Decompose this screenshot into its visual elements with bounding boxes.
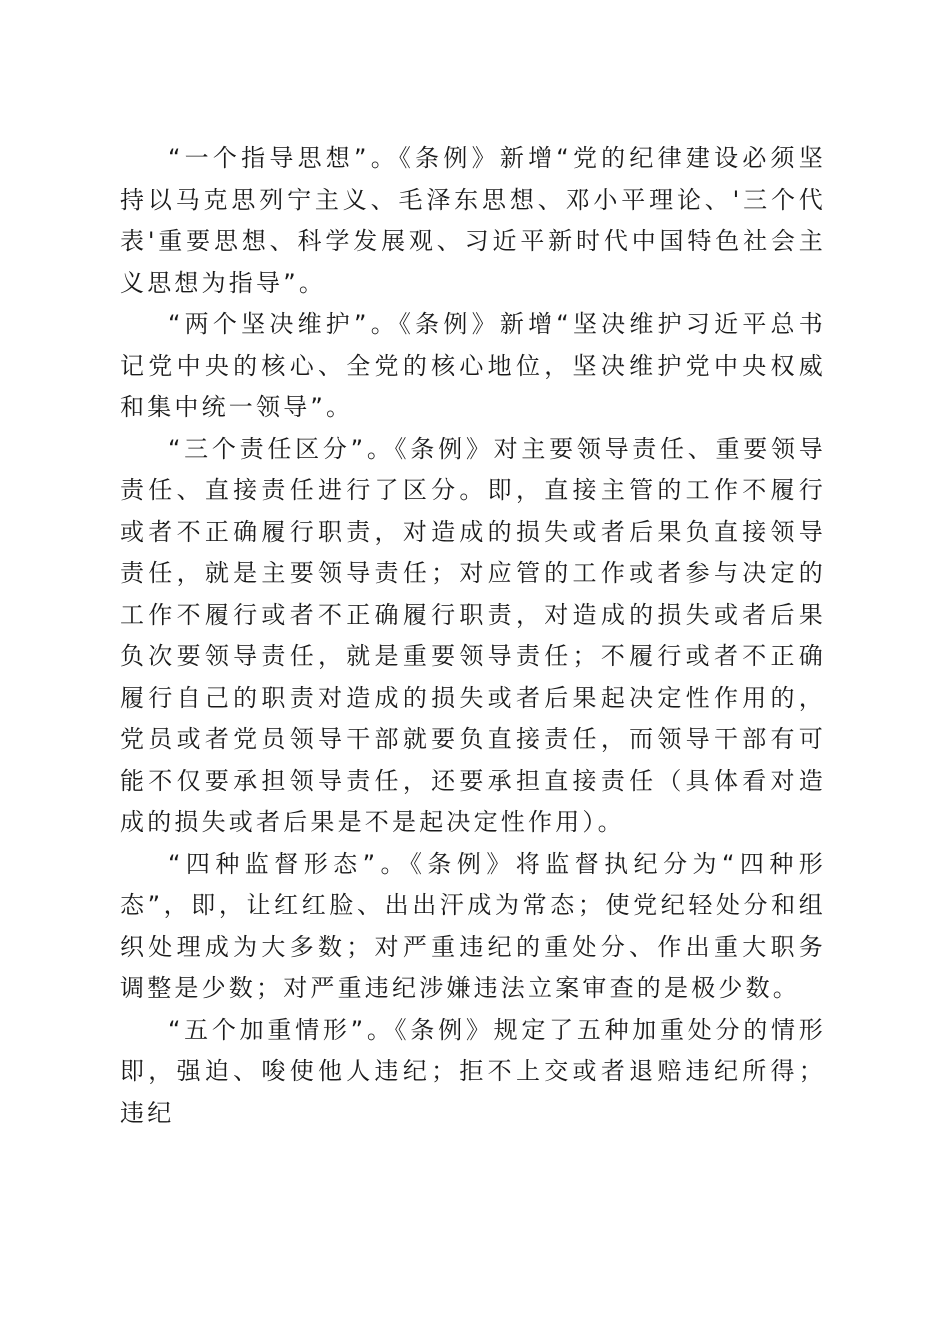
document-body <box>120 138 826 1134</box>
paragraph-three-responsibilities: “三个责任区分”。《条例》对主要领导责任、重要领导责任、直接责任进行了区分。即，直接主管的工作不履行或者不正确履行职责，对造成的损失或者后果负直接领导责任，就是主要领导责任；对应管的工作或者参与决定的工作不履行或者不正确履行职责，对造成的损失或者后果负次要领导责任，就是重要领导责任；不履行或者不正确履行自己的职责对造成的损失或者后果起决定性作用的，党员或者党员领导干部就要负直接责任，而领导干部有可能不仅要承担领导责任，还要承担直接责任（具体看对造成的损失或者后果是不是起决定性作用）。 <box>120 434 826 836</box>
paragraph-two-resolute-safeguards: “两个坚决维护”。《条例》新增“坚决维护习近平总书记党中央的核心、全党的核心地位，坚决维护党中央权威和集中统一领导”。 <box>120 310 826 421</box>
paragraph-five-aggravating-circumstances: “五个加重情形”。《条例》规定了五种加重处分的情形即，强迫、唆使他人违纪；拒不上交或者退赔违纪所得；违纪 <box>120 1015 826 1127</box>
paragraph-four-supervision-forms: “四种监督形态”。《条例》将监督执纪分为“四种形态”，即，让红红脸、出出汗成为常态；使党纪轻处分和组织处理成为大多数；对严重违纪的重处分、作出重大职务调整是少数；对严重违纪涉嫌违法立案审查的是极少数。 <box>120 849 826 1002</box>
paragraph-guiding-ideology: “一个指导思想”。《条例》新增“党的纪律建设必须坚持以马克思列宁主义、毛泽东思想、邓小平理论、'三个代表'重要思想、科学发展观、习近平新时代中国特色社会主义思想为指导”。 <box>120 144 826 297</box>
